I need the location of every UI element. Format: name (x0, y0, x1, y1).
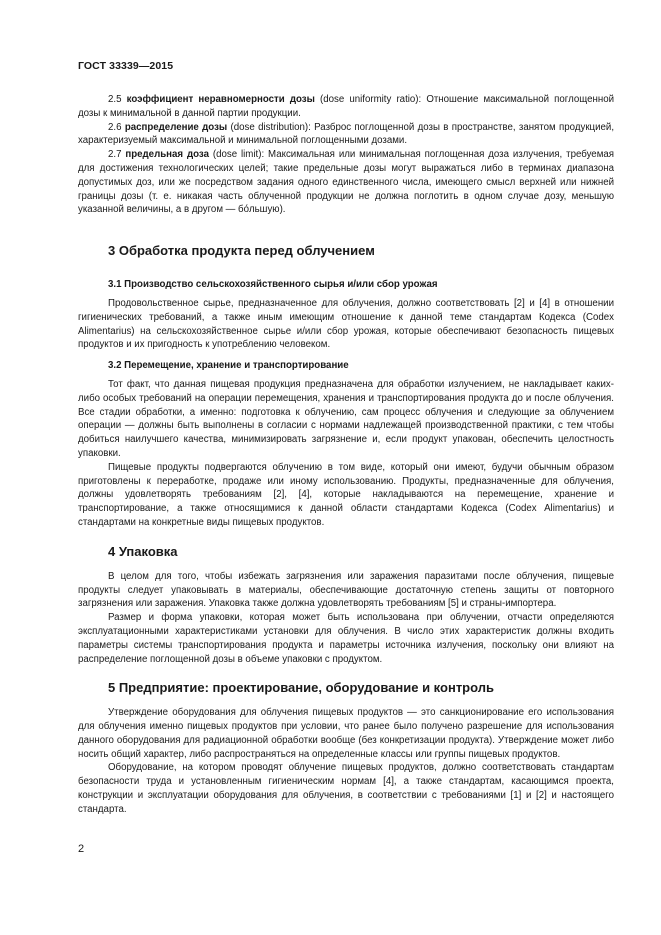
definition-text: (dose uniformity ratio): Отношение максимальной поглощенной дозы к минимальной в данной партии продукции. (78, 94, 614, 119)
paragraph: Утверждение оборудования для облучения пищевых продуктов — это санкционирование его использования для облучения именно пищевых продуктов при условии, что ранее было получено разрешение для использования данного оборудования для радиационной обработки вообще (без конкретизации продукта). Утверждение может либо носить общий характер, либо распространяться на определенные классы или группы пищевых продуктов. (78, 707, 614, 760)
subsection-3-1-heading: 3.1 Производство сельскохозяйственного сырья и/или сбор урожая (108, 279, 438, 291)
definition-text: (dose limit): Максимальная или минимальная поглощенная доза излучения, требуемая для достижения технологических целей; такие предельные дозы могут выражаться либо в терминах диапазона допустимых доз, или же посредством задания одного единственного числа, имеющего смысл верхней или нижней границы дозы (т. е. никакая часть облученной продукции не должна поглотить в одном случае дозу, меньшую указанной величины, а в другом — бо́льшую). (78, 149, 614, 216)
paragraph: Пищевые продукты подвергаются облучению в том виде, который они имеют, будучи обычным образом приготовлены к переработке, продаже или иному использованию. Продукты, предназначенные для облучения, должны удовлетворять требованиям [2], [4], которые накладываются на перемещение, хранение и транспортирование, а также относящимися к данной области стандартами Кодекса (Codex Alimentarius) и стандартами на конкретные виды пищевых продуктов. (78, 461, 614, 528)
document-id: ГОСТ 33339—2015 (78, 60, 174, 72)
section-5-heading: 5 Предприятие: проектирование, оборудование и контроль (108, 680, 494, 696)
definition-text: (dose distribution): Разброс поглощенной дозы в пространстве, занятом продукцией, характеризуемый максимальной и минимальной поглощенными дозами. (78, 121, 615, 147)
definition-2-7 (78, 148, 614, 217)
definition-2-5 (78, 93, 614, 121)
definition-2-6 (78, 121, 614, 149)
subsection-3-2-heading: 3.2 Перемещение, хранение и транспортирование (108, 360, 349, 372)
paragraph: Размер и форма упаковки, которая может быть использована при облучении, отчасти определяются эксплуатационными характеристиками установки для облучения. В число этих характеристик должны входить параметры системы транспортирования продукта и параметры источника излучения, поскольку они влияют на распределение поглощенной дозы в объеме упаковки с продуктом. (78, 612, 614, 665)
document-body (78, 93, 614, 817)
definition-number: 2.7 (108, 149, 122, 161)
paragraph: Оборудование, на котором проводят облучение пищевых продуктов, должно соответствовать стандартам безопасности труда и установленным гигиеническим нормам [4], а также стандартам, касающимся проекта, конструкции и эксплуатации оборудования для облучения, в соответствии с требованиями [1] и [2] и настоящего стандарта. (78, 762, 614, 815)
definition-term: распределение дозы (124, 121, 228, 133)
section-4-heading: 4 Упаковка (108, 543, 178, 559)
definition-number: 2.5 (108, 94, 122, 105)
definition-term: предельная доза (125, 149, 209, 161)
paragraph: Тот факт, что данная пищевая продукция предназначена для обработки излучением, не накладывает каких-либо особых требований на операции перемещения, хранения и транспортирования продукта до и после облучения. Все стадии обработки, а именно: подготовка к облучению, сам процесс облучения и следующие за облучением операции — должны быть выполнены в согласии с нормами надлежащей производственной практики, с тем чтобы добиться наилучшего качества, минимизировать загрязнение и, если продукт упакован, обеспечить целостность упаковки. (78, 378, 614, 459)
paragraph: В целом для того, чтобы избежать загрязнения или заражения паразитами после облучения, пищевые продукты следует упаковывать в материалы, обеспечивающие достаточную степень защиты от повторного загрязнения или заражения. Упаковка также должна удовлетворять требованиям [5] и страны-импортера. (78, 570, 614, 610)
definition-term: коэффициент неравномерности дозы (126, 94, 315, 105)
page-number: 2 (78, 843, 85, 855)
paragraph: Продовольственное сырье, предназначенное для облучения, должно соответствовать [2] и [4] в отношении гигиенических требований, а также иным имеющим отношение к данной теме стандартам Кодекса (Codex Alimentarius) на сельскохозяйственное сырье и/или сбор урожая, которые обеспечивают безопасность пищевых продуктов и их пригодность к употреблению человеком. (78, 297, 614, 351)
section-3-heading: 3 Обработка продукта перед облучением (108, 243, 375, 259)
definition-number: 2.6 (108, 121, 122, 133)
